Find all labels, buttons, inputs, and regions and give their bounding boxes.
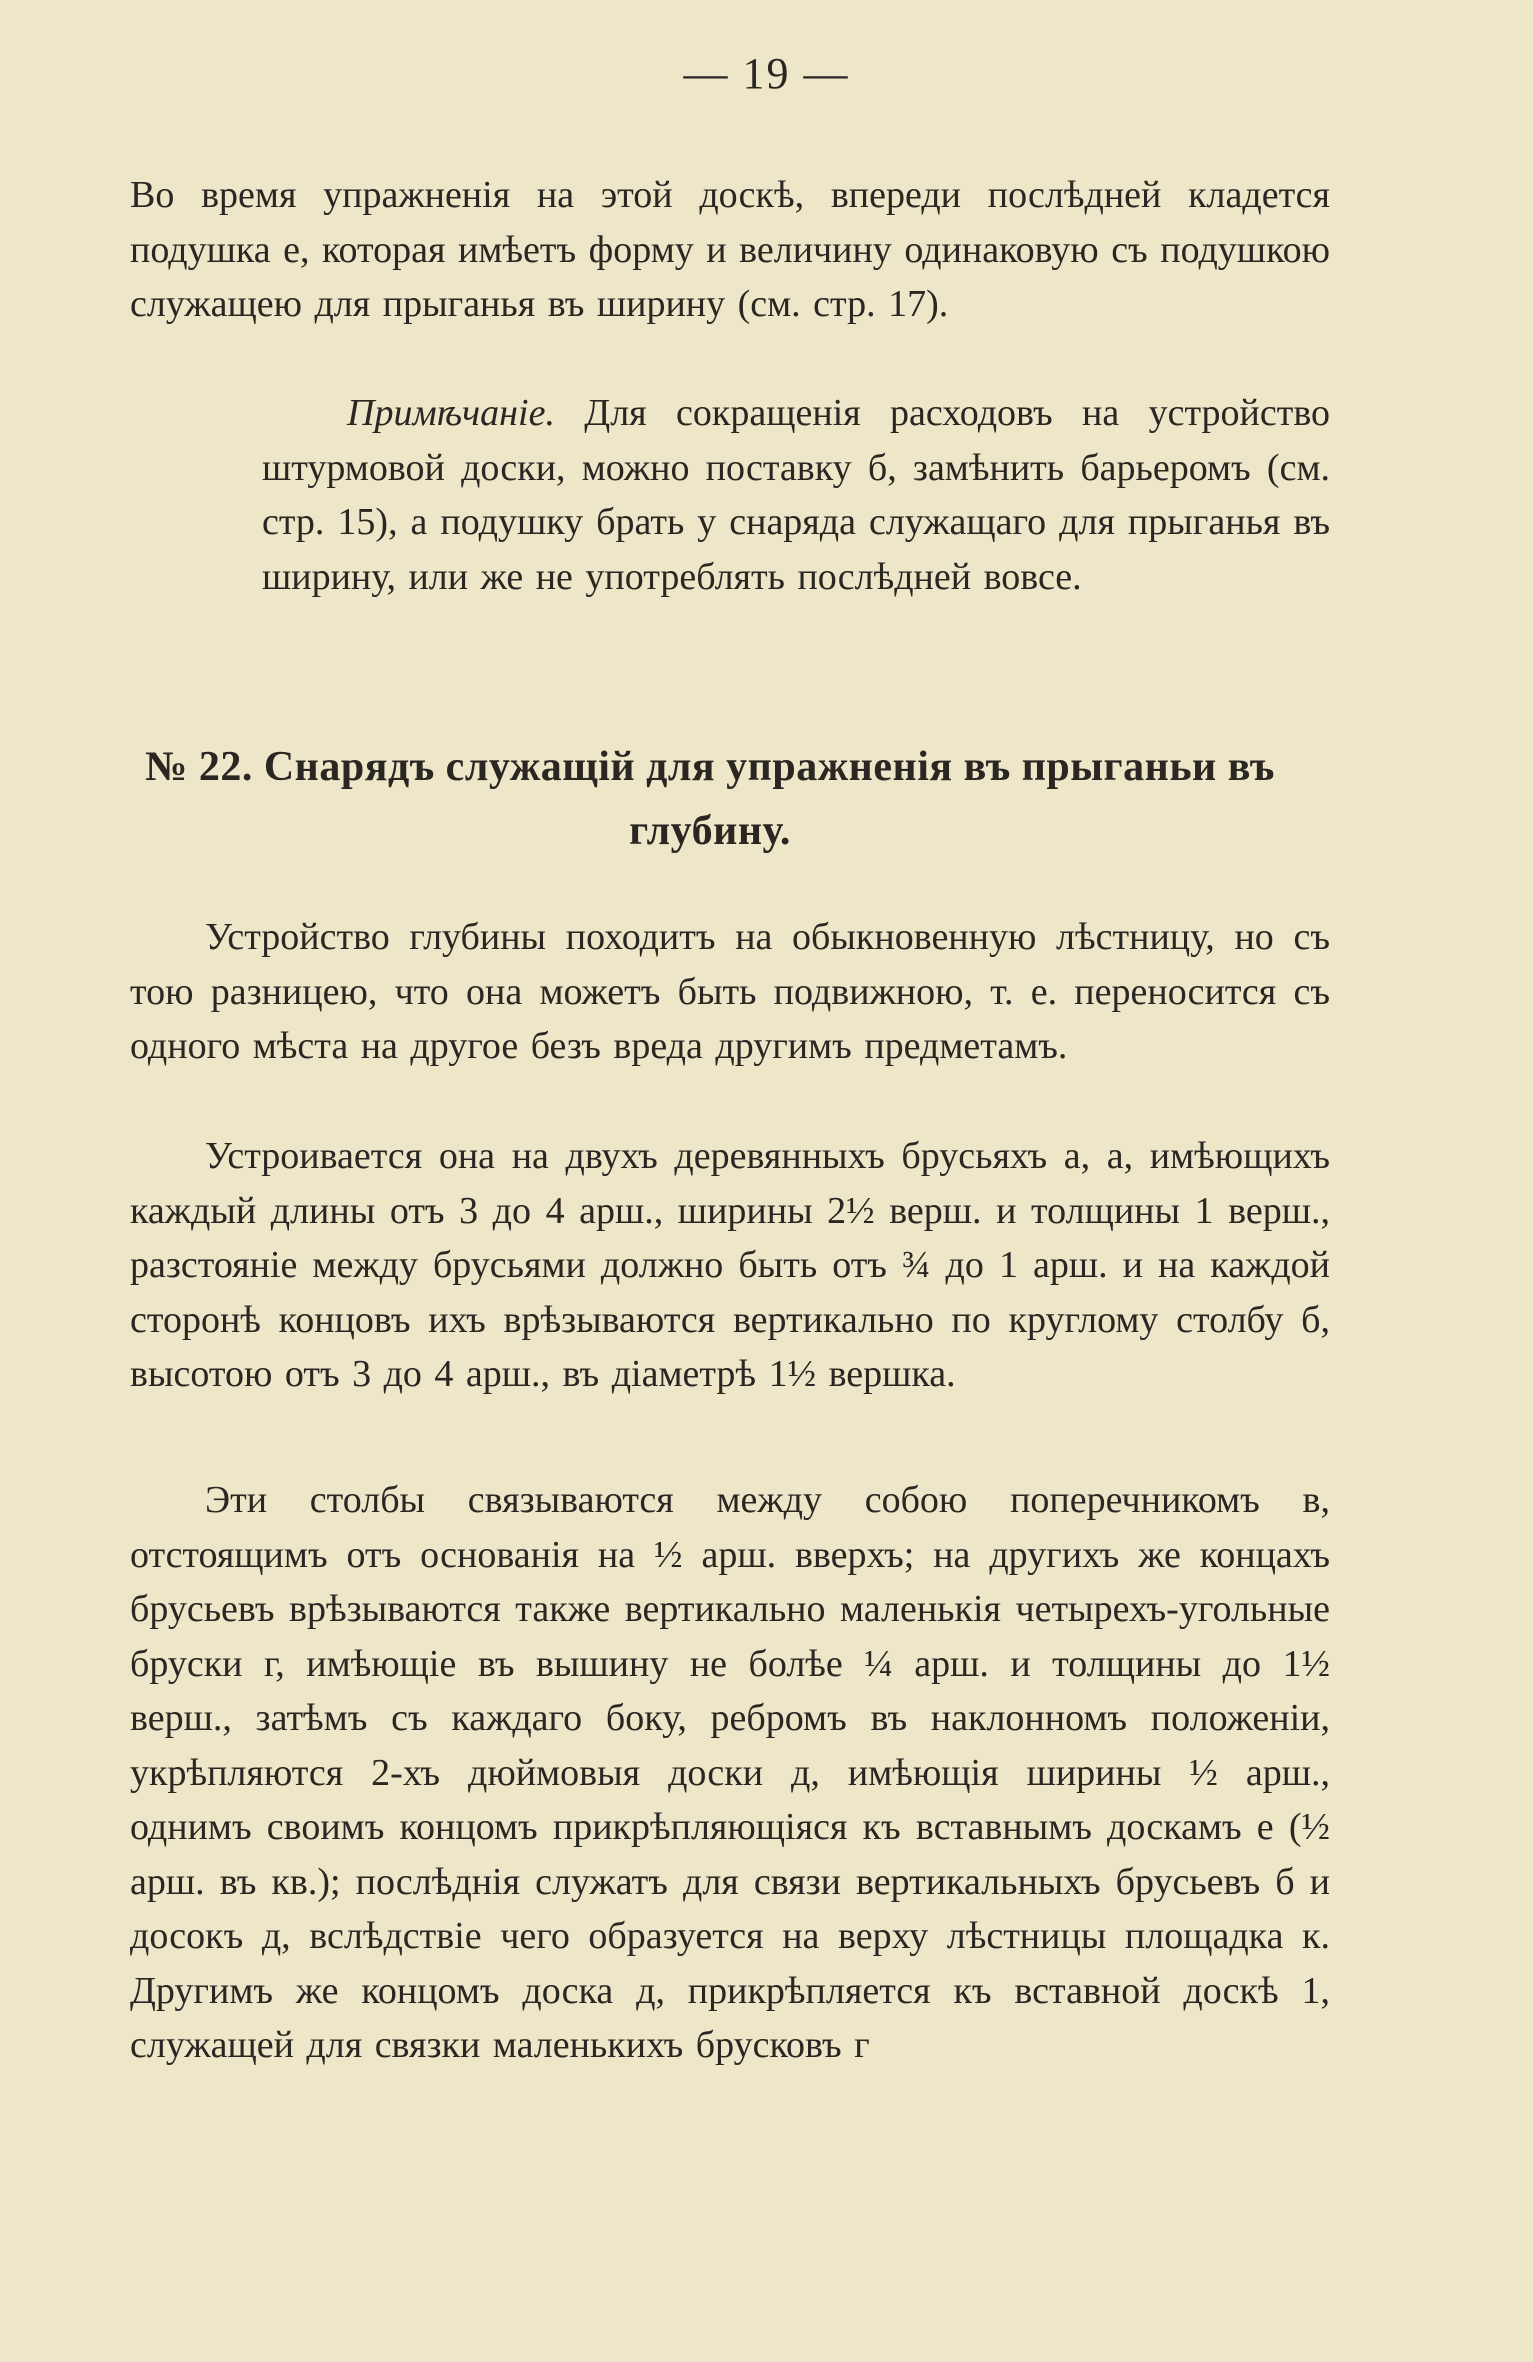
note-label: Примѣчаніе. xyxy=(347,392,555,434)
note-block xyxy=(262,386,1330,604)
paragraph-2 xyxy=(130,910,1330,1074)
note-text: Для сокращенія расходовъ на устройство штурмовой доски, можно поставку б, замѣнить барьеромъ (см. стр. 15), а подушку брать у снаряда служащаго для прыганья въ ширину, или же не употреблять послѣдней вовсе. xyxy=(262,392,1331,598)
paragraph-3-text: Устроивается она на двухъ деревянныхъ брусьяхъ а, а, имѣющихъ каждый длины отъ 3 до 4 арш., ширины 2½ верш. и толщины 1 верш., разстояніе между брусьями должно быть отъ ¾ до 1 арш. и на каждой сторонѣ концовъ ихъ врѣзываются вертикально по круглому столбу б, высотою отъ 3 до 4 арш., въ діаметрѣ 1½ вершка. xyxy=(130,1135,1330,1395)
paragraph-3 xyxy=(130,1129,1330,1402)
paragraph-2-text: Устройство глубины походитъ на обыкновенную лѣстницу, но съ тою разницею, что она можетъ быть подвижною, т. е. переносится съ одного мѣста на другое безъ вреда другимъ предметамъ. xyxy=(130,916,1330,1067)
paragraph-1: Во время упражненія на этой доскѣ, впереди послѣдней кладется подушка е, которая имѣетъ форму и величину одинаковую съ подушкою служащею для прыганья въ ширину (см. стр. 17). xyxy=(130,174,1330,325)
section-heading: № 22. Снарядъ служащій для упражненія въ прыганьи въ глубину. xyxy=(145,744,1275,854)
paragraph-4 xyxy=(130,1473,1330,2073)
page-number: — 19 — xyxy=(683,49,850,98)
paragraph-4-text: Эти столбы связываются между собою поперечникомъ в, отстоящимъ отъ основанія на ½ арш. вверхъ; на другихъ же концахъ брусьевъ врѣзываются также вертикально маленькія четырехъ-угольные бруски г, имѣющіе въ вышину не болѣе ¼ арш. и толщины до 1½ верш., затѣмъ съ каждаго боку, ребромъ въ наклонномъ положеніи, укрѣпляются 2-хъ дюймовыя доски д, имѣющія ширины ½ арш., однимъ своимъ концомъ прикрѣпляющіяся къ вставнымъ доскамъ е (½ арш. въ кв.); послѣднія служатъ для связи вертикальныхъ брусьевъ б и досокъ д, вслѣдствіе чего образуется на верху лѣстницы площадка к. Другимъ же концомъ доска д, прикрѣпляется къ вставной доскѣ 1, служащей для связки маленькихъ брусковъ г xyxy=(130,1479,1330,2066)
